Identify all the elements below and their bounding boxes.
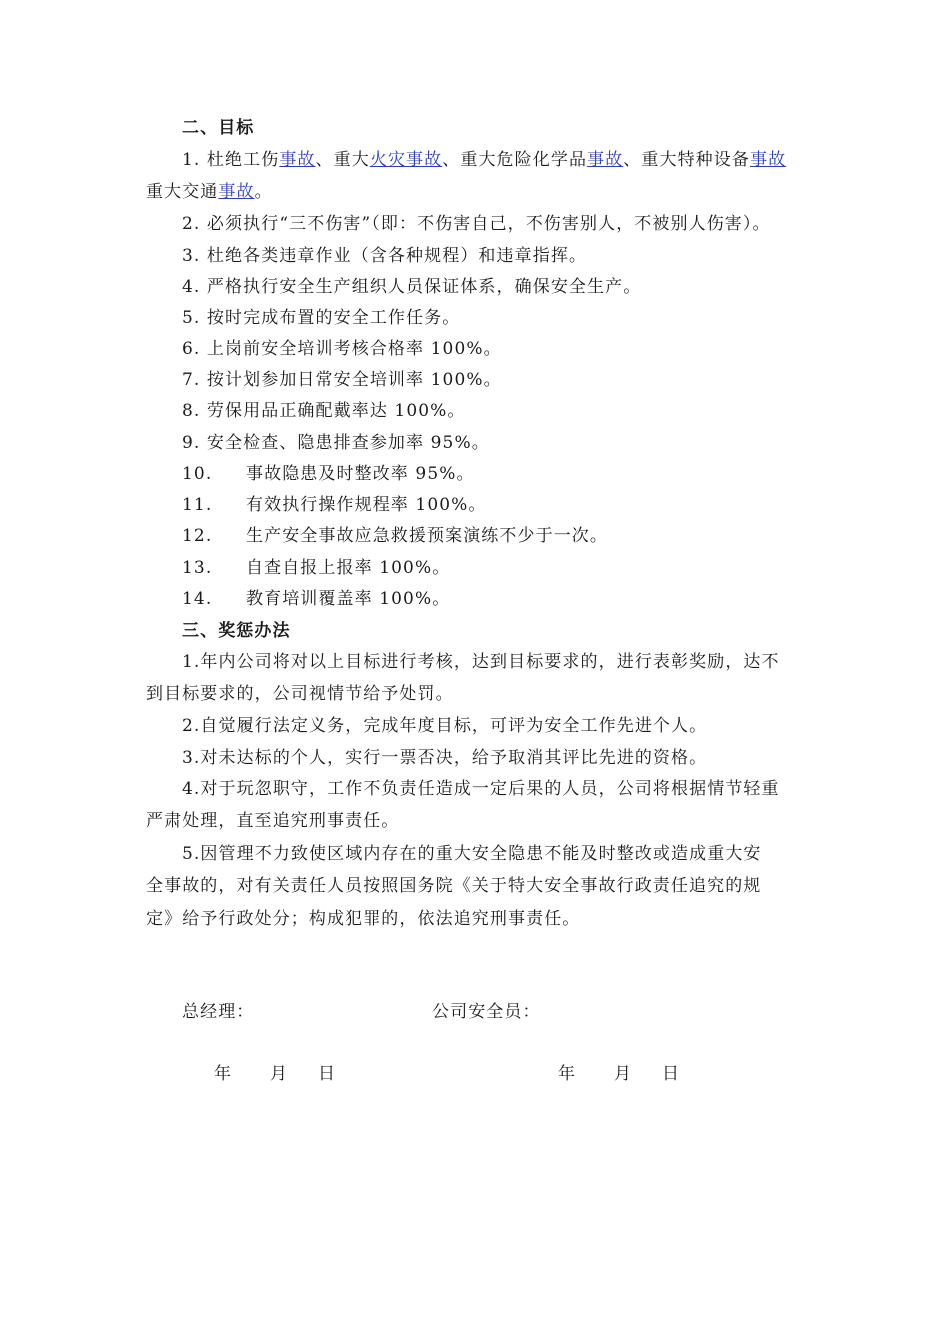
goal-item-number: 10.	[182, 464, 213, 484]
fire-accident-link[interactable]: 火灾事故	[369, 150, 443, 170]
goal-item: 7. 按计划参加日常安全培训率 100%。	[182, 370, 502, 390]
officer-date-month: 月	[614, 1064, 631, 1084]
goal-item: 4. 严格执行安全生产组织人员保证体系，确保安全生产。	[182, 277, 642, 297]
goal-item	[182, 553, 812, 584]
officer-date-day: 日	[662, 1064, 679, 1084]
goal-item-1-text-e: 重大交通	[146, 182, 219, 202]
goal-item-number: 12.	[182, 526, 213, 546]
goal-item-text: 事故隐患及时整改率 95%。	[246, 464, 475, 484]
rewards-paragraph-line: 5.因管理不力致使区域内存在的重大安全隐患不能及时整改或造成重大安	[182, 844, 762, 864]
goal-item: 8. 劳保用品正确配戴率达 100%。	[182, 401, 466, 421]
goal-item-number: 13.	[182, 558, 213, 578]
goal-item-1-text-d: 、重大特种设备	[623, 150, 750, 170]
goal-item-1-text-a: 1. 杜绝工伤	[182, 150, 280, 170]
accident-link-3[interactable]: 事故	[749, 150, 787, 170]
rewards-heading: 三、奖惩办法	[182, 621, 291, 641]
goal-item: 9. 安全检查、隐患排查参加率 95%。	[182, 433, 490, 453]
goal-item-number: 14.	[182, 589, 213, 609]
accident-link-1[interactable]: 事故	[279, 150, 316, 170]
officer-date-year: 年	[558, 1064, 575, 1084]
rewards-paragraph-line: 1.年内公司将对以上目标进行考核，达到目标要求的，进行表彰奖励，达不	[182, 652, 780, 672]
goal-item-1-text-c: 、重大危险化学品	[442, 150, 588, 170]
rewards-paragraph-line: 严肃处理，直至追究刑事责任。	[146, 811, 400, 831]
manager-date-day: 日	[318, 1064, 335, 1084]
manager-date-month: 月	[270, 1064, 287, 1084]
goal-item-1-text-f: 。	[254, 182, 273, 202]
accident-link-4[interactable]: 事故	[218, 182, 255, 202]
goal-item	[182, 490, 812, 521]
goal-item: 6. 上岗前安全培训考核合格率 100%。	[182, 339, 502, 359]
rewards-paragraph-line: 3.对未达标的个人，实行一票否决，给予取消其评比先进的资格。	[182, 748, 708, 768]
accident-link-2[interactable]: 事故	[587, 150, 624, 170]
rewards-paragraph-line: 定》给予行政处分；构成犯罪的，依法追究刑事责任。	[146, 909, 581, 929]
goal-item-number: 11.	[182, 495, 213, 515]
goal-item: 5. 按时完成布置的安全工作任务。	[182, 308, 461, 328]
goal-item-1-continuation	[146, 177, 812, 208]
rewards-paragraph-line: 2.自觉履行法定义务，完成年度目标，可评为安全工作先进个人。	[182, 716, 708, 736]
rewards-paragraph-line: 4.对于玩忽职守，工作不负责任造成一定后果的人员，公司将根据情节轻重	[182, 779, 780, 799]
goal-item-text: 生产安全事故应急救援预案演练不少于一次。	[246, 526, 608, 546]
goals-heading: 二、目标	[182, 118, 255, 138]
rewards-paragraph-line: 到目标要求的，公司视情节给予处罚。	[146, 684, 454, 704]
manager-date-year: 年	[214, 1064, 231, 1084]
goal-item-1	[182, 145, 812, 176]
goal-item	[182, 459, 812, 490]
goal-item: 2. 必须执行“三不伤害”（即：不伤害自己，不伤害别人，不被别人伤害）。	[182, 214, 771, 234]
goal-item-text: 教育培训覆盖率 100%。	[246, 589, 451, 609]
goal-item-text: 有效执行操作规程率 100%。	[246, 495, 487, 515]
goal-item	[182, 521, 812, 552]
goal-item-1-text-b: 、重大	[315, 150, 370, 170]
rewards-paragraph-line: 全事故的，对有关责任人员按照国务院《关于特大安全事故行政责任追究的规	[146, 876, 762, 896]
goal-item	[182, 584, 812, 615]
safety-officer-label: 公司安全员：	[432, 1002, 541, 1022]
goal-item-text: 自查自报上报率 100%。	[246, 558, 451, 578]
general-manager-label: 总经理：	[182, 1002, 255, 1022]
goal-item: 3. 杜绝各类违章作业（含各种规程）和违章指挥。	[182, 246, 588, 266]
